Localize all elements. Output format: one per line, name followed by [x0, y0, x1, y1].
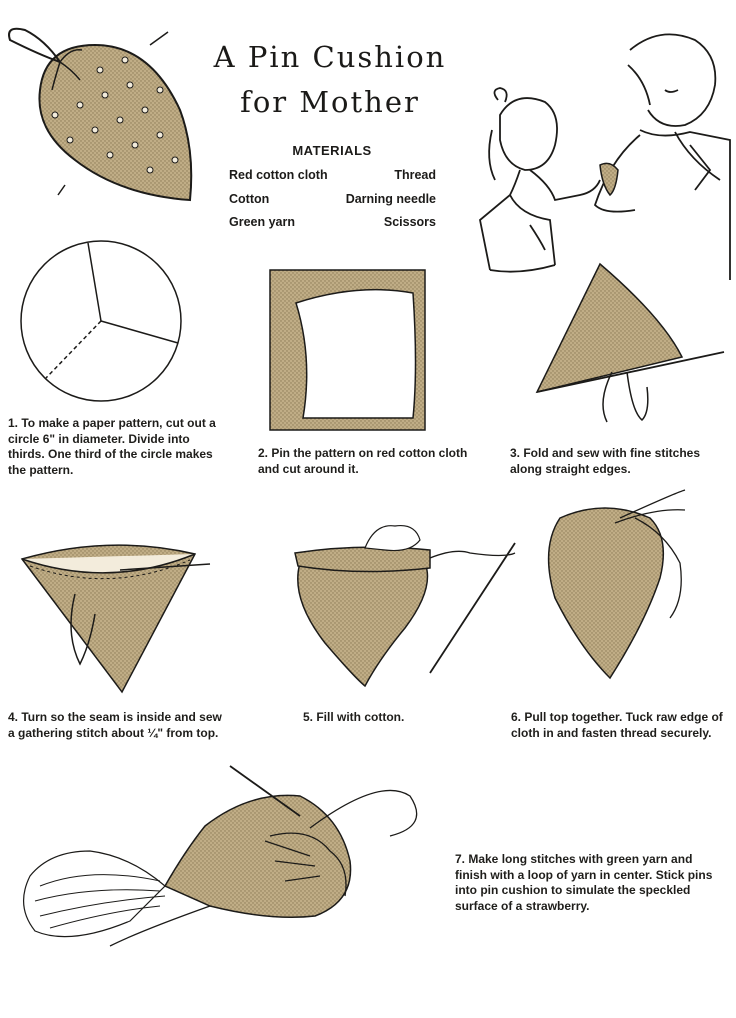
folded-cone-illustration [532, 262, 732, 432]
pulled-top-together-illustration [535, 488, 735, 688]
material-cotton: Cotton [229, 192, 270, 206]
material-darning-needle: Darning needle [345, 192, 436, 206]
step-5-text: 5. Fill with cotton. [303, 710, 405, 724]
yarn-stitches-illustration [10, 756, 430, 956]
step-6-text: 6. Pull top together. Tuck raw edge of cloth in and fasten thread securely. [511, 710, 723, 740]
title-line-2: for Mother [240, 85, 420, 119]
cone-gathering-stitch-illustration [20, 534, 220, 694]
paper-circle-pattern-illustration [18, 238, 188, 408]
strawberry-pincushion-illustration [0, 0, 200, 230]
material-thread: Thread [394, 168, 436, 182]
step-1-text: 1. To make a paper pattern, cut out a circle 6" in diameter. Divide into thirds. One third of the circle makes the pattern. [8, 416, 216, 477]
step-3-text: 3. Fold and sew with fine stitches along straight edges. [510, 446, 701, 476]
materials-heading: MATERIALS [292, 143, 372, 158]
material-red-cotton: Red cotton cloth [229, 168, 328, 182]
pattern-on-cloth-illustration [268, 268, 428, 434]
step-2-text: 2. Pin the pattern on red cotton cloth and cut around it. [258, 446, 468, 476]
material-green-yarn: Green yarn [229, 215, 296, 229]
girl-and-mother-illustration [460, 20, 730, 280]
title-line-1: A Pin Cushion [213, 40, 447, 74]
step-4-text: 4. Turn so the seam is inside and sew a gathering stitch about ¼" from top. [8, 710, 222, 740]
step-7-text: 7. Make long stitches with green yarn and finish with a loop of yarn in center. Stick pins into pin cushion to simulate the speckled surface of a strawberry. [455, 852, 713, 913]
material-scissors: Scissors [383, 215, 436, 229]
filled-with-cotton-illustration [290, 518, 520, 693]
